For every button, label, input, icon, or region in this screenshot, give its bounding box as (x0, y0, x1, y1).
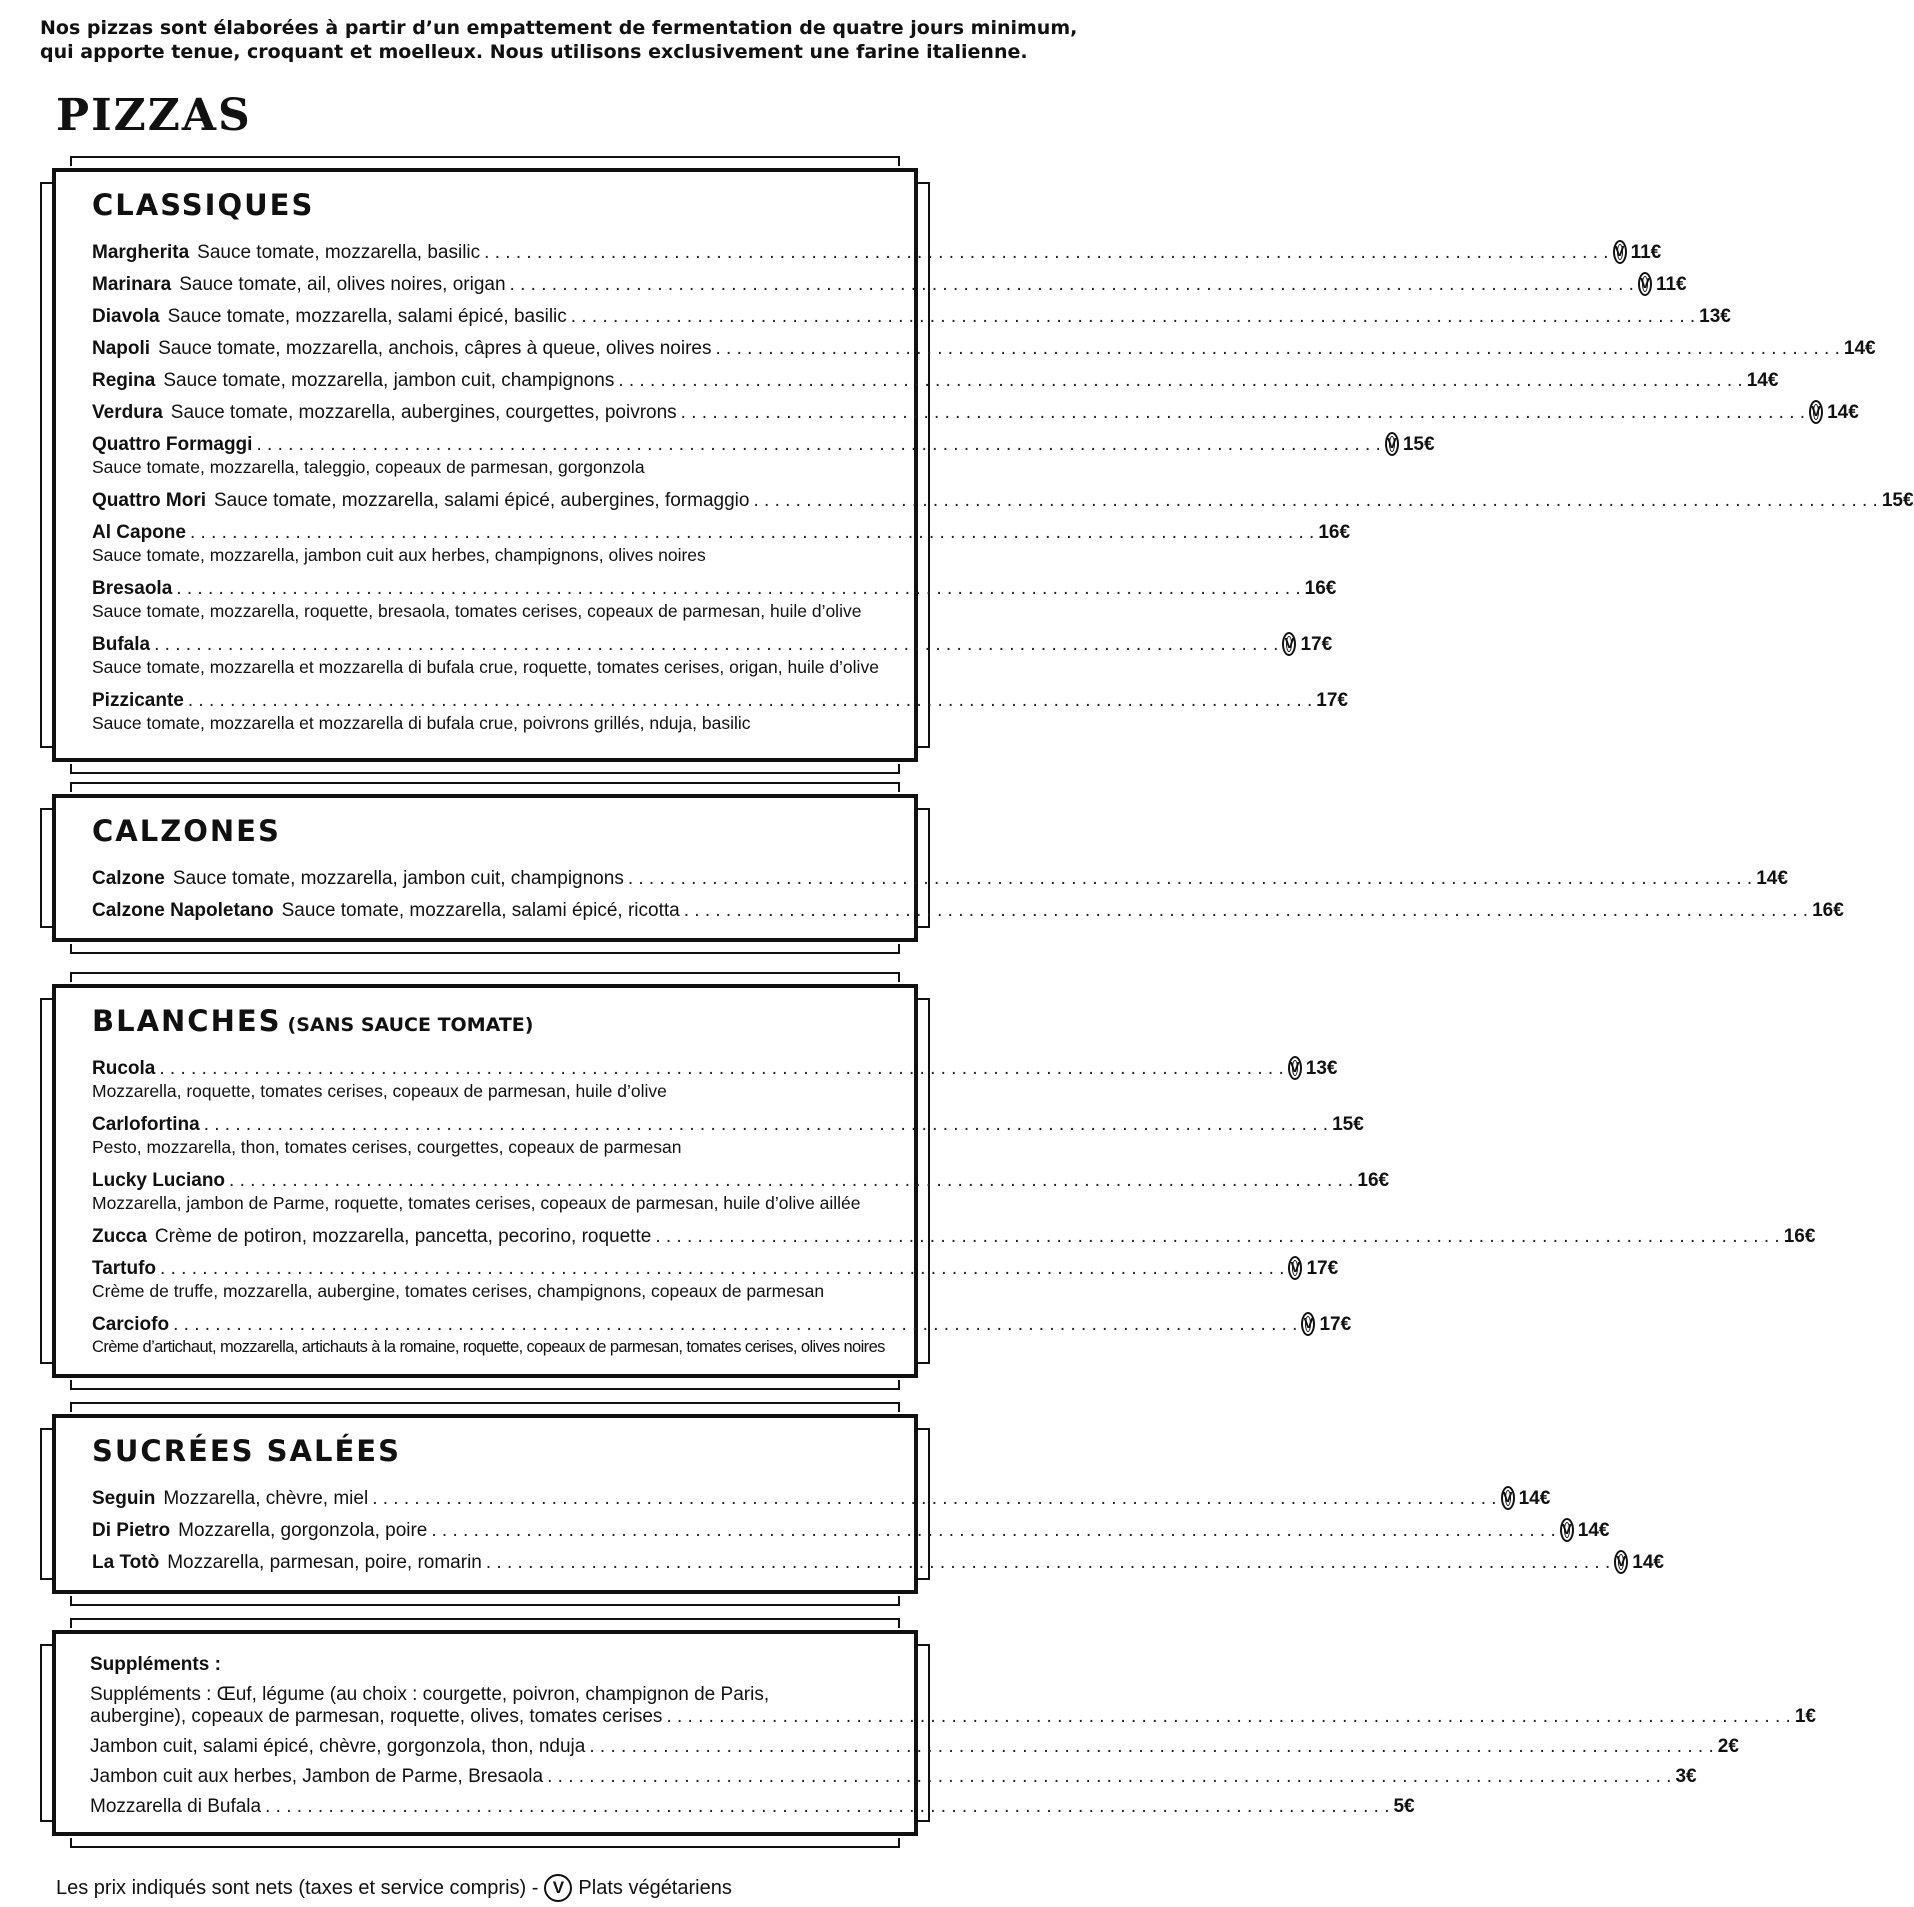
item-name: Quattro Mori (92, 490, 206, 511)
item-name: Bresaola (92, 578, 173, 599)
item-price: 16€ (1357, 1170, 1390, 1191)
item-name: Quattro Formaggi (92, 434, 253, 455)
item-price: 14€ (1577, 1520, 1610, 1541)
item-name: Carciofo (92, 1314, 170, 1335)
section-blanches (52, 984, 1816, 1378)
menu-item (92, 430, 1435, 456)
item-desc: Sauce tomate, mozzarella, salami épicé, ricotta (281, 900, 680, 921)
supplement-text: Mozzarella di Bufala (90, 1796, 262, 1817)
menu-item (92, 864, 1788, 890)
item-name: Calzone Napoletano (92, 900, 274, 921)
vegetarian-icon: V (1560, 1518, 1574, 1542)
item-price: 15€ (1881, 490, 1914, 511)
footer-text: Les prix indiqués sont nets (taxes et service compris) - (56, 1877, 539, 1899)
item-price: 16€ (1304, 578, 1337, 599)
item-desc: Crème de potiron, mozzarella, pancetta, pecorino, roquette (154, 1226, 652, 1247)
item-desc: Sauce tomate, mozzarella, basilic (197, 242, 481, 263)
item-price: 14€ (1746, 370, 1779, 391)
item-desc: Sauce tomate, mozzarella, jambon cuit, champignons (163, 370, 615, 391)
item-desc: Mozzarella, chèvre, miel (163, 1488, 369, 1509)
vegetarian-icon: V (1288, 1056, 1302, 1080)
supplements-title: Suppléments : (90, 1654, 221, 1675)
vegetarian-icon: V (1301, 1312, 1315, 1336)
vegetarian-icon: V (1613, 240, 1627, 264)
item-desc: Sauce tomate, mozzarella, salami épicé, aubergines, formaggio (214, 490, 750, 511)
item-desc: Sauce tomate, ail, olives noires, origan (179, 274, 506, 295)
item-price: 13€ (1699, 306, 1731, 327)
item-name: Diavola (92, 306, 160, 327)
item-desc: Sauce tomate, mozzarella, jambon cuit, champignons (172, 868, 624, 889)
supplement-text: aubergine), copeaux de parmesan, roquette, olives, tomates cerises (90, 1706, 663, 1727)
item-price: 16€ (1318, 522, 1351, 543)
menu-item (92, 238, 1662, 264)
item-price: 14€ (1632, 1552, 1664, 1573)
item-desc: Mozzarella, parmesan, poire, romarin (167, 1552, 482, 1573)
supplement-item (90, 1762, 1697, 1788)
supplement-item (90, 1792, 1415, 1818)
vegetarian-icon: V (1614, 1550, 1628, 1574)
supplement-line: Suppléments : Œuf, légume (au choix : courgette, poivron, champignon de Paris, (90, 1684, 770, 1705)
footer-legend: Plats végétariens (578, 1877, 732, 1899)
item-desc: Mozzarella, roquette, tomates cerises, copeaux de parmesan, huile d’olive (92, 1081, 667, 1101)
vegetarian-icon: V (1638, 272, 1652, 296)
item-name: Verdura (92, 402, 163, 423)
vegetarian-icon: V (544, 1874, 572, 1902)
item-price: 14€ (1827, 402, 1859, 423)
section-title-sucrees-salees: SUCRÉES SALÉES (92, 1434, 401, 1468)
item-desc: Sauce tomate, mozzarella, anchois, câpres à queue, olives noires (158, 338, 712, 359)
intro-line-2: qui apporte tenue, croquant et moelleux. Nous utilisons exclusivement une farine italienne. (40, 41, 1028, 63)
item-name: Napoli (92, 338, 151, 359)
item-desc: Mozzarella, gorgonzola, poire (178, 1520, 428, 1541)
item-desc: Mozzarella, jambon de Parme, roquette, tomates cerises, copeaux de parmesan, huile d’olive aillée (92, 1193, 861, 1213)
section-subtitle: (SANS SAUCE TOMATE) (287, 1014, 534, 1036)
menu-item (92, 1254, 1339, 1280)
menu-item (92, 896, 1844, 922)
page-title: PIZZAS (56, 90, 252, 141)
item-price: 15€ (1332, 1114, 1364, 1135)
item-desc: Pesto, mozzarella, thon, tomates cerises, courgettes, copeaux de parmesan (92, 1137, 682, 1157)
section-classiques (52, 168, 1914, 762)
item-name: Carlofortina (92, 1114, 200, 1135)
section-title-classiques: CLASSIQUES (92, 188, 315, 222)
menu-item (92, 630, 1333, 656)
menu-item (92, 302, 1731, 328)
menu-item (92, 574, 1337, 600)
supplement-item (90, 1702, 1816, 1728)
item-desc: Sauce tomate, mozzarella et mozzarella di bufala crue, roquette, tomates cerises, origan, huile d’olive (92, 657, 879, 677)
item-price: 17€ (1316, 690, 1348, 711)
item-desc: Sauce tomate, mozzarella, salami épicé, basilic (167, 306, 567, 327)
supplement-price: 2€ (1717, 1736, 1739, 1757)
item-desc: Sauce tomate, mozzarella, taleggio, copeaux de parmesan, gorgonzola (92, 457, 645, 477)
item-price: 16€ (1783, 1226, 1816, 1247)
section-title-calzones: CALZONES (92, 814, 281, 848)
item-name: La Totò (92, 1552, 160, 1573)
section-title-blanches (92, 1004, 533, 1038)
menu-item (92, 1548, 1664, 1574)
item-price: 14€ (1843, 338, 1876, 359)
item-price: 11€ (1630, 242, 1662, 263)
menu-item (92, 398, 1859, 424)
item-desc: Sauce tomate, mozzarella, roquette, bresaola, tomates cerises, copeaux de parmesan, huile d’olive (92, 601, 862, 621)
section-sucrees-salees (52, 1414, 1664, 1594)
item-name: Pizzicante (92, 690, 184, 711)
vegetarian-icon: V (1282, 632, 1296, 656)
menu-item (92, 270, 1687, 296)
menu-item (92, 1310, 1352, 1336)
supplement-text: Jambon cuit aux herbes, Jambon de Parme, Bresaola (90, 1766, 544, 1787)
supplement-price: 1€ (1794, 1706, 1816, 1727)
supplement-price: 5€ (1393, 1796, 1415, 1817)
item-price: 14€ (1756, 868, 1788, 889)
menu-item (92, 1484, 1551, 1510)
intro-text (40, 16, 1078, 64)
item-price: 15€ (1402, 434, 1435, 455)
item-desc: Sauce tomate, mozzarella, jambon cuit aux herbes, champignons, olives noires (92, 545, 706, 565)
supplement-price: 3€ (1675, 1766, 1697, 1787)
item-name: Al Capone (92, 522, 186, 543)
supplement-item (90, 1732, 1739, 1758)
item-name: Tartufo (92, 1258, 157, 1279)
menu-item (92, 334, 1876, 360)
item-price: 17€ (1300, 634, 1333, 655)
item-name: Calzone (92, 868, 165, 889)
vegetarian-icon: V (1501, 1486, 1515, 1510)
item-price: 11€ (1655, 274, 1687, 295)
item-price: 17€ (1306, 1258, 1339, 1279)
section-title-text: BLANCHES (92, 1004, 282, 1038)
item-desc: Sauce tomate, mozzarella, aubergines, courgettes, poivrons (170, 402, 677, 423)
item-name: Lucky Luciano (92, 1170, 226, 1191)
item-name: Marinara (92, 274, 172, 295)
item-desc: Sauce tomate, mozzarella et mozzarella di bufala crue, poivrons grillés, nduja, basilic (92, 713, 751, 733)
item-name: Di Pietro (92, 1520, 171, 1541)
menu-item (92, 1222, 1816, 1248)
item-price: 17€ (1319, 1314, 1352, 1335)
item-price: 14€ (1518, 1488, 1551, 1509)
vegetarian-icon: V (1288, 1256, 1302, 1280)
menu-item (92, 1110, 1364, 1136)
menu-item (92, 366, 1779, 392)
vegetarian-icon: V (1385, 432, 1399, 456)
menu-item (92, 486, 1914, 512)
item-name: Margherita (92, 242, 190, 263)
item-price: 13€ (1305, 1058, 1338, 1079)
section-calzones (52, 794, 1844, 942)
supplement-text: Jambon cuit, salami épicé, chèvre, gorgonzola, thon, nduja (90, 1736, 586, 1757)
item-desc: Crème de truffe, mozzarella, aubergine, tomates cerises, champignons, copeaux de parmesan (92, 1281, 825, 1301)
footer-note (56, 1874, 732, 1902)
intro-line-1: Nos pizzas sont élaborées à partir d’un empattement de fermentation de quatre jours minimum, (40, 17, 1078, 39)
menu-item (92, 1516, 1610, 1542)
menu-item (92, 518, 1351, 544)
item-desc: Crème d’artichaut, mozzarella, artichauts à la romaine, roquette, copeaux de parmesan, tomates cerises, olives noires (92, 1338, 885, 1356)
item-price: 16€ (1812, 900, 1844, 921)
item-name: Seguin (92, 1488, 156, 1509)
vegetarian-icon: V (1809, 400, 1823, 424)
menu-item (92, 686, 1348, 712)
section-supplements (52, 1630, 1816, 1836)
item-name: Zucca (92, 1226, 147, 1247)
item-name: Regina (92, 370, 156, 391)
menu-item (92, 1166, 1390, 1192)
item-name: Bufala (92, 634, 151, 655)
menu-item (92, 1054, 1338, 1080)
item-name: Rucola (92, 1058, 156, 1079)
